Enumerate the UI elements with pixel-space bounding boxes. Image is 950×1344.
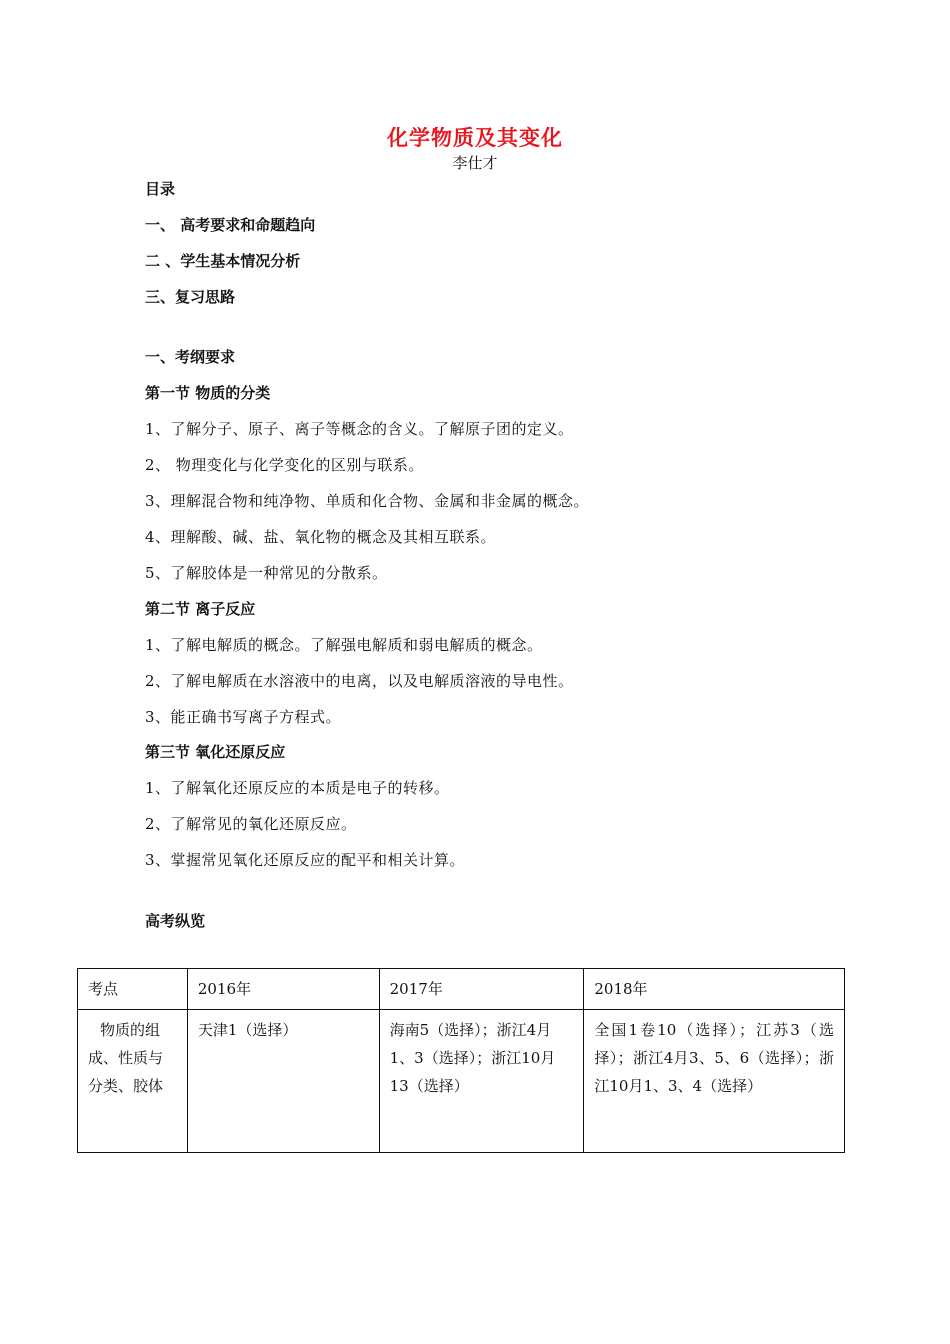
list-item: 3、掌握常见氧化还原反应的配平和相关计算。	[145, 851, 466, 869]
table-header-row	[78, 969, 845, 1010]
list-item: 1、了解分子、原子、离子等概念的含义。了解原子团的定义。	[145, 420, 574, 438]
overview-heading: 高考纵览	[145, 912, 206, 930]
toc-item: 三、复习思路	[145, 288, 236, 306]
list-item: 3、能正确书写离子方程式。	[145, 708, 342, 726]
list-item: 2、 物理变化与化学变化的区别与联系。	[145, 456, 424, 474]
toc-item: 二 、学生基本情况分析	[145, 252, 301, 270]
table-cell: 海南5（选择）；浙江4月1、3（选择）；浙江10月13（选择）	[379, 1010, 584, 1153]
list-item: 3、理解混合物和纯净物、单质和化合物、金属和非金属的概念。	[145, 492, 590, 510]
table-cell: 物质的组成、性质与分类、胶体	[78, 1010, 188, 1153]
subsection-heading: 第二节 离子反应	[145, 600, 256, 618]
document-title: 化学物质及其变化	[387, 126, 563, 150]
toc-heading: 目录	[145, 180, 176, 198]
subsection-heading: 第三节 氧化还原反应	[145, 743, 286, 761]
list-item: 5、了解胶体是一种常见的分散系。	[145, 564, 388, 582]
toc-item: 一、 高考要求和命题趋向	[145, 216, 316, 234]
table-header-cell: 2017年	[379, 969, 584, 1010]
exam-overview-table	[77, 968, 845, 1153]
list-item: 2、了解电解质在水溶液中的电离，以及电解质溶液的导电性。	[145, 672, 574, 690]
table-header-cell: 2018年	[584, 969, 845, 1010]
subsection-heading: 第一节 物质的分类	[145, 384, 271, 402]
table-cell: 天津1（选择）	[187, 1010, 379, 1153]
table-row	[78, 1010, 845, 1153]
table-header-cell: 2016年	[187, 969, 379, 1010]
table-header-cell: 考点	[78, 969, 188, 1010]
section-heading: 一、考纲要求	[145, 348, 236, 366]
table-cell: 全国1卷10（选择）；江苏3（选择）；浙江4月3、5、6（选择）；浙江10月1、3、4（选择）	[584, 1010, 845, 1153]
list-item: 1、了解电解质的概念。了解强电解质和弱电解质的概念。	[145, 636, 543, 654]
list-item: 1、了解氧化还原反应的本质是电子的转移。	[145, 779, 450, 797]
list-item: 4、理解酸、碱、盐、氧化物的概念及其相互联系。	[145, 528, 497, 546]
document-author: 李仕才	[452, 154, 498, 172]
list-item: 2、了解常见的氧化还原反应。	[145, 815, 357, 833]
